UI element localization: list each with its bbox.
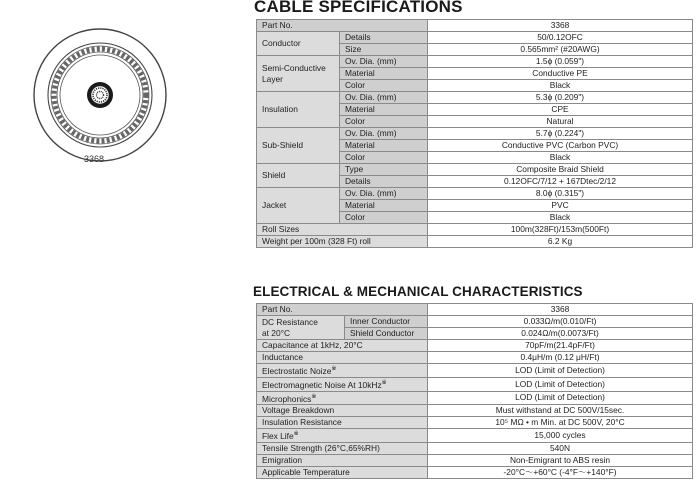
insulation-color-label: Color xyxy=(340,116,428,128)
cable-specifications-table xyxy=(256,19,693,248)
voltage-breakdown-label: Voltage Breakdown xyxy=(257,405,428,417)
semi-color-label: Color xyxy=(340,80,428,92)
microphonics-label: Microphonics※ xyxy=(257,391,428,405)
insulation-color-value: Natural xyxy=(428,116,693,128)
electrostatic-noise-label: Electrostatic Noize※ xyxy=(257,364,428,378)
insulation-label: Insulation xyxy=(257,92,340,128)
conductor-details-label: Details xyxy=(340,32,428,44)
conductor-details-value: 50/0.12OFC xyxy=(428,32,693,44)
conductor-size-value: 0.565mm² (#20AWG) xyxy=(428,44,693,56)
microphonics-value: LOD (Limit of Detection) xyxy=(428,391,693,405)
inner-conductor-label: Inner Conductor xyxy=(345,316,428,328)
table-row xyxy=(257,32,693,44)
table-row xyxy=(257,405,693,417)
sub-shield-color-label: Color xyxy=(340,152,428,164)
shield-conductor-value: 0.024Ω/m(0.0073/Ft) xyxy=(428,328,693,340)
jacket-color-label: Color xyxy=(340,212,428,224)
table-row xyxy=(257,443,693,455)
semi-dia-value: 1.5ϕ (0.059") xyxy=(428,56,693,68)
insulation-dia-label: Ov. Dia. (mm) xyxy=(340,92,428,104)
part-no-label: Part No. xyxy=(257,20,428,32)
table-row xyxy=(257,128,693,140)
inductance-label: Inductance xyxy=(257,352,428,364)
figure-caption: 3368 xyxy=(84,154,105,164)
flex-life-label: Flex Life※ xyxy=(257,429,428,443)
semi-conductive-label: Semi-Conductive Layer xyxy=(257,56,340,92)
weight-value: 6.2 Kg xyxy=(428,236,693,248)
table-row xyxy=(257,467,693,479)
semi-color-value: Black xyxy=(428,80,693,92)
table-row xyxy=(257,56,693,68)
voltage-breakdown-value: Must withstand at DC 500V/15sec. xyxy=(428,405,693,417)
semi-dia-label: Ov. Dia. (mm) xyxy=(340,56,428,68)
elec-part-no-value: 3368 xyxy=(428,304,693,316)
table-row xyxy=(257,316,693,328)
sub-shield-material-label: Material xyxy=(340,140,428,152)
electrical-mechanical-title: ELECTRICAL & MECHANICAL CHARACTERISTICS xyxy=(253,284,583,299)
jacket-material-value: PVC xyxy=(428,200,693,212)
shield-conductor-label: Shield Conductor xyxy=(345,328,428,340)
conductor-label: Conductor xyxy=(257,32,340,56)
table-row xyxy=(257,92,693,104)
jacket-material-label: Material xyxy=(340,200,428,212)
table-row xyxy=(257,224,693,236)
table-row xyxy=(257,352,693,364)
semi-material-label: Material xyxy=(340,68,428,80)
capacitance-label: Capacitance at 1kHz, 20°C xyxy=(257,340,428,352)
shield-details-value: 0.12OFC/7/12 + 167Dtec/2/12 xyxy=(428,176,693,188)
table-row xyxy=(257,164,693,176)
applicable-temperature-label: Applicable Temperature xyxy=(257,467,428,479)
table-row xyxy=(257,20,693,32)
table-row xyxy=(257,304,693,316)
table-row xyxy=(257,417,693,429)
elec-part-no-label: Part No. xyxy=(257,304,428,316)
roll-sizes-label: Roll Sizes xyxy=(257,224,428,236)
table-row xyxy=(257,391,693,405)
jacket-color-value: Black xyxy=(428,212,693,224)
applicable-temperature-value: -20°C～+60°C (-4°F～+140°F) xyxy=(428,467,693,479)
sub-shield-dia-label: Ov. Dia. (mm) xyxy=(340,128,428,140)
table-row xyxy=(257,377,693,391)
insulation-dia-value: 5.3ϕ (0.209") xyxy=(428,92,693,104)
table-row xyxy=(257,455,693,467)
table-row xyxy=(257,364,693,378)
table-row xyxy=(257,340,693,352)
insulation-resistance-label: Insulation Resistance xyxy=(257,417,428,429)
insulation-material-value: CPE xyxy=(428,104,693,116)
flex-life-value: 15,000 cycles xyxy=(428,429,693,443)
jacket-label: Jacket xyxy=(257,188,340,224)
sub-shield-label: Sub-Shield xyxy=(257,128,340,164)
cable-specifications-title: CABLE SPECIFICATIONS xyxy=(254,0,463,16)
jacket-dia-value: 8.0ϕ (0.315") xyxy=(428,188,693,200)
insulation-material-label: Material xyxy=(340,104,428,116)
insulation-resistance-value: 10⁵ MΩ • m Min. at DC 500V, 20°C xyxy=(428,417,693,429)
inductance-value: 0.4μH/m (0.12 μH/Ft) xyxy=(428,352,693,364)
inner-conductor-value: 0.033Ω/m(0.010/Ft) xyxy=(428,316,693,328)
dc-resistance-label: DC Resistance at 20°C xyxy=(257,316,345,340)
shield-details-label: Details xyxy=(340,176,428,188)
part-no-value: 3368 xyxy=(428,20,693,32)
weight-label: Weight per 100m (328 Ft) roll xyxy=(257,236,428,248)
conductor-size-label: Size xyxy=(340,44,428,56)
sub-shield-color-value: Black xyxy=(428,152,693,164)
roll-sizes-value: 100m(328Ft)/153m(500Ft) xyxy=(428,224,693,236)
emigration-value: Non-Emigrant to ABS resin xyxy=(428,455,693,467)
capacitance-value: 70pF/m(21.4pF/Ft) xyxy=(428,340,693,352)
sub-shield-dia-value: 5.7ϕ (0.224") xyxy=(428,128,693,140)
semi-material-value: Conductive PE xyxy=(428,68,693,80)
tensile-strength-label: Tensile Strength (26°C,65%RH) xyxy=(257,443,428,455)
table-row xyxy=(257,236,693,248)
shield-type-label: Type xyxy=(340,164,428,176)
electromagnetic-noise-value: LOD (Limit of Detection) xyxy=(428,377,693,391)
shield-label: Shield xyxy=(257,164,340,188)
table-row xyxy=(257,429,693,443)
electromagnetic-noise-label: Electromagnetic Noise At 10kHz※ xyxy=(257,377,428,391)
sub-shield-material-value: Conductive PVC (Carbon PVC) xyxy=(428,140,693,152)
shield-type-value: Composite Braid Shield xyxy=(428,164,693,176)
emigration-label: Emigration xyxy=(257,455,428,467)
jacket-dia-label: Ov. Dia. (mm) xyxy=(340,188,428,200)
electrical-characteristics-table xyxy=(256,303,693,479)
cable-cross-section-diagram xyxy=(30,25,170,165)
table-row xyxy=(257,188,693,200)
tensile-strength-value: 540N xyxy=(428,443,693,455)
electrostatic-noise-value: LOD (Limit of Detection) xyxy=(428,364,693,378)
